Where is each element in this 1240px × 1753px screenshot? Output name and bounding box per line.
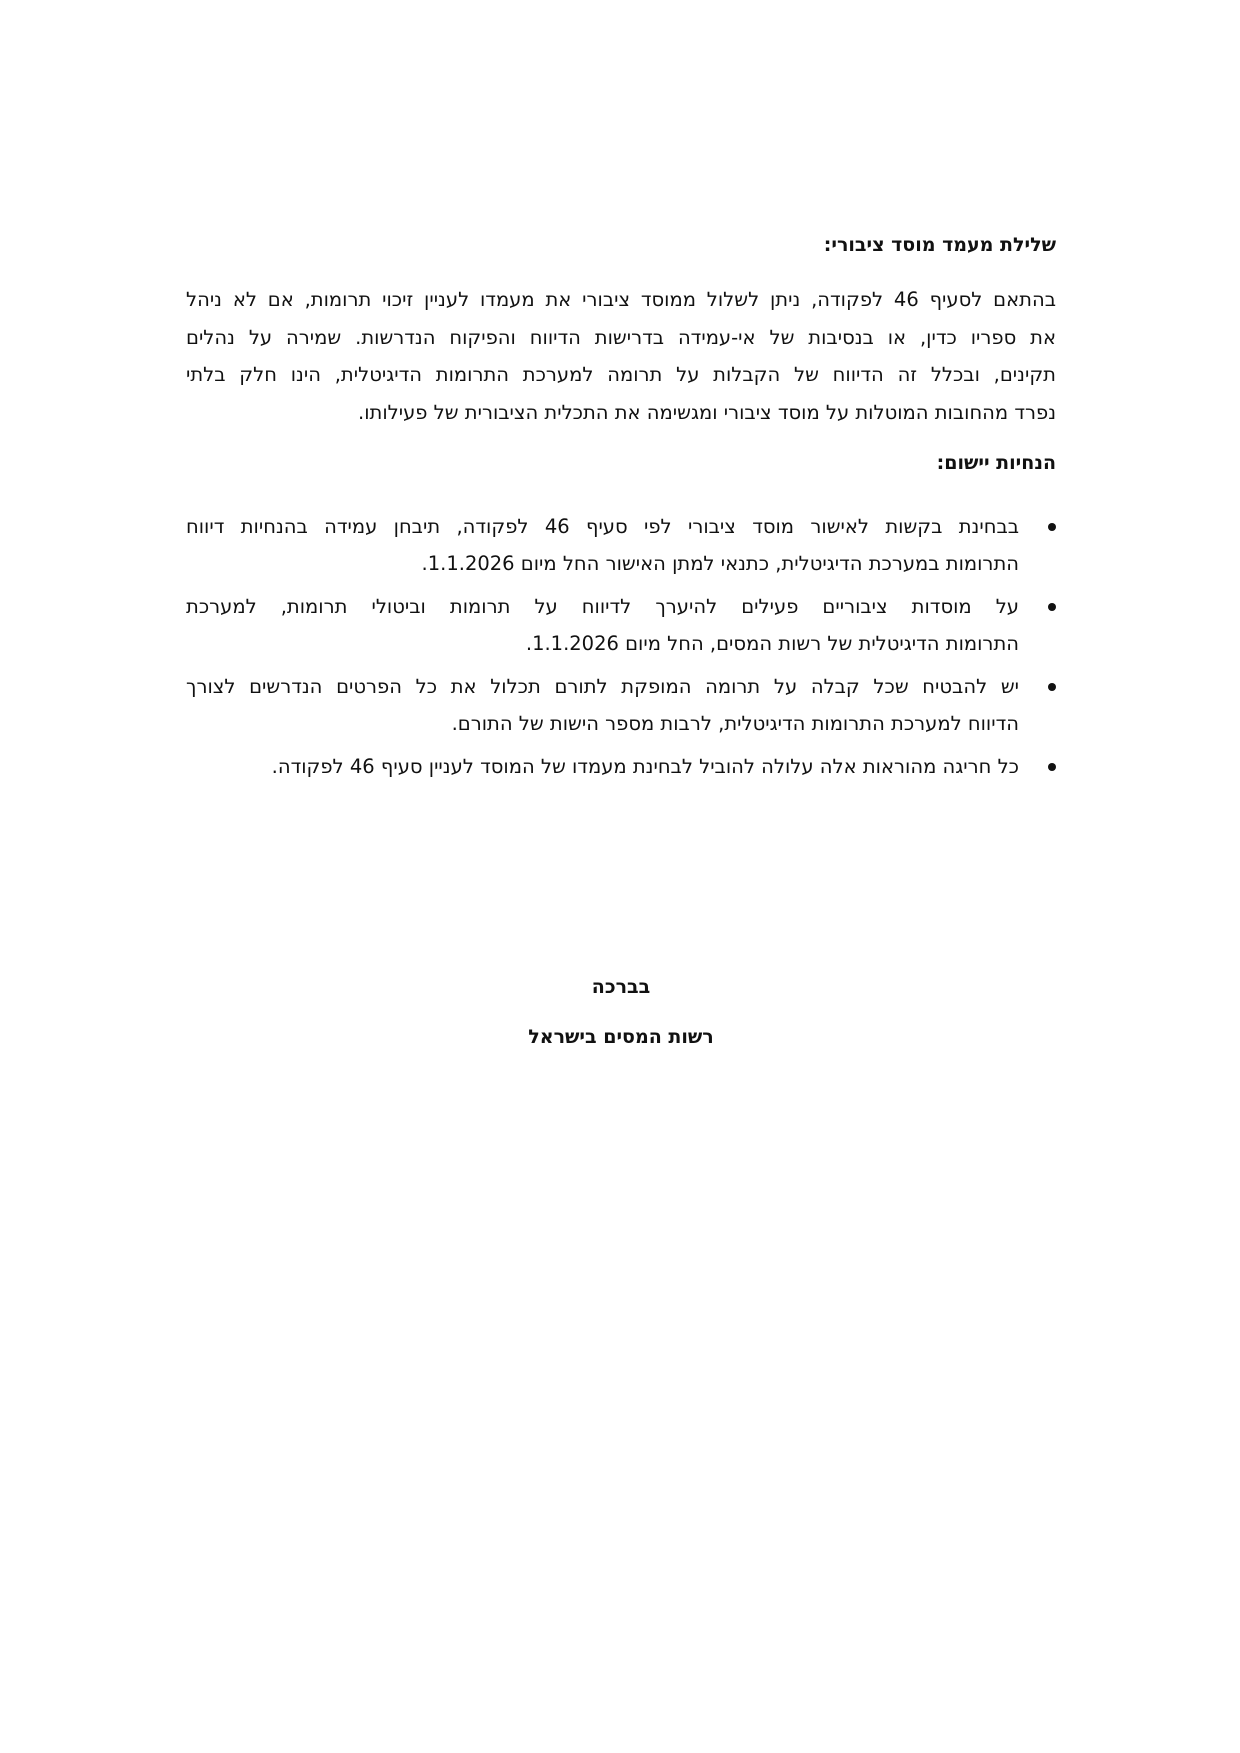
paragraph-line: את ספריו כדין, או בנסיבות של אי-עמידה בדרישות הדיווח והפיקוח הנדרשות. שמירה על נהלים	[186, 325, 1056, 349]
bullet-text	[186, 668, 1019, 742]
bullet-text	[186, 588, 1019, 662]
bullet-line: התרומות במערכת הדיגיטלית, כתנאי למתן האישור החל מיום 1.1.2026.	[421, 552, 1019, 575]
bullet-icon	[1048, 683, 1056, 691]
bullet-item	[186, 668, 1056, 742]
bullet-text	[186, 508, 1019, 582]
bullet-icon	[1048, 763, 1056, 771]
paragraph-line: בהתאם לסעיף 46 לפקודה, ניתן לשלול ממוסד ציבורי את מעמדו לעניין זיכוי תרומות, אם לא ניהל	[186, 288, 1056, 311]
bullet-text	[186, 748, 1019, 785]
paragraph-line: נפרד מהחובות המוטלות על מוסד ציבורי ומגשימה את התכלית הציבורית של פעילותו.	[358, 400, 1056, 424]
bullet-line: יש להבטיח שכל קבלה על תרומה המופקת לתורם תכלול את כל הפרטים הנדרשים לצורך	[186, 675, 1019, 698]
bullet-line: בבחינת בקשות לאישור מוסד ציבורי לפי סעיף 46 לפקודה, תיבחן עמידה בהנחיות דיווח	[186, 515, 1019, 538]
document-page	[186, 0, 1056, 1753]
bullet-line: כל חריגה מהוראות אלה עלולה להוביל לבחינת מעמדו של המוסד לעניין סעיף 46 לפקודה.	[271, 755, 1019, 778]
bullet-line: על מוסדות ציבוריים פעילים להיערך לדיווח על תרומות וביטולי תרומות, למערכת	[186, 595, 1019, 618]
section-heading-implementation: הנחיות יישום:	[936, 452, 1056, 474]
closing-greeting: בברכה	[591, 976, 651, 998]
revocation-paragraph	[186, 281, 1056, 431]
bullet-line: התרומות הדיגיטלית של רשות המסים, החל מיום 1.1.2026.	[525, 632, 1019, 655]
bullet-item	[186, 588, 1056, 662]
issuing-authority: רשות המסים בישראל	[528, 1026, 714, 1048]
section-heading-revocation: שלילת מעמד מוסד ציבורי:	[823, 234, 1056, 256]
bullet-line: הדיווח למערכת התרומות הדיגיטלית, לרבות מספר הישות של התורם.	[451, 712, 1019, 735]
bullet-icon	[1048, 523, 1056, 531]
bullet-item	[186, 748, 1056, 785]
paragraph-line: תקינים, ובכלל זה הדיווח של הקבלות על תרומה למערכת התרומות הדיגיטלית, הינו חלק בלתי	[186, 363, 1056, 386]
bullet-icon	[1048, 603, 1056, 611]
bullet-item	[186, 508, 1056, 582]
